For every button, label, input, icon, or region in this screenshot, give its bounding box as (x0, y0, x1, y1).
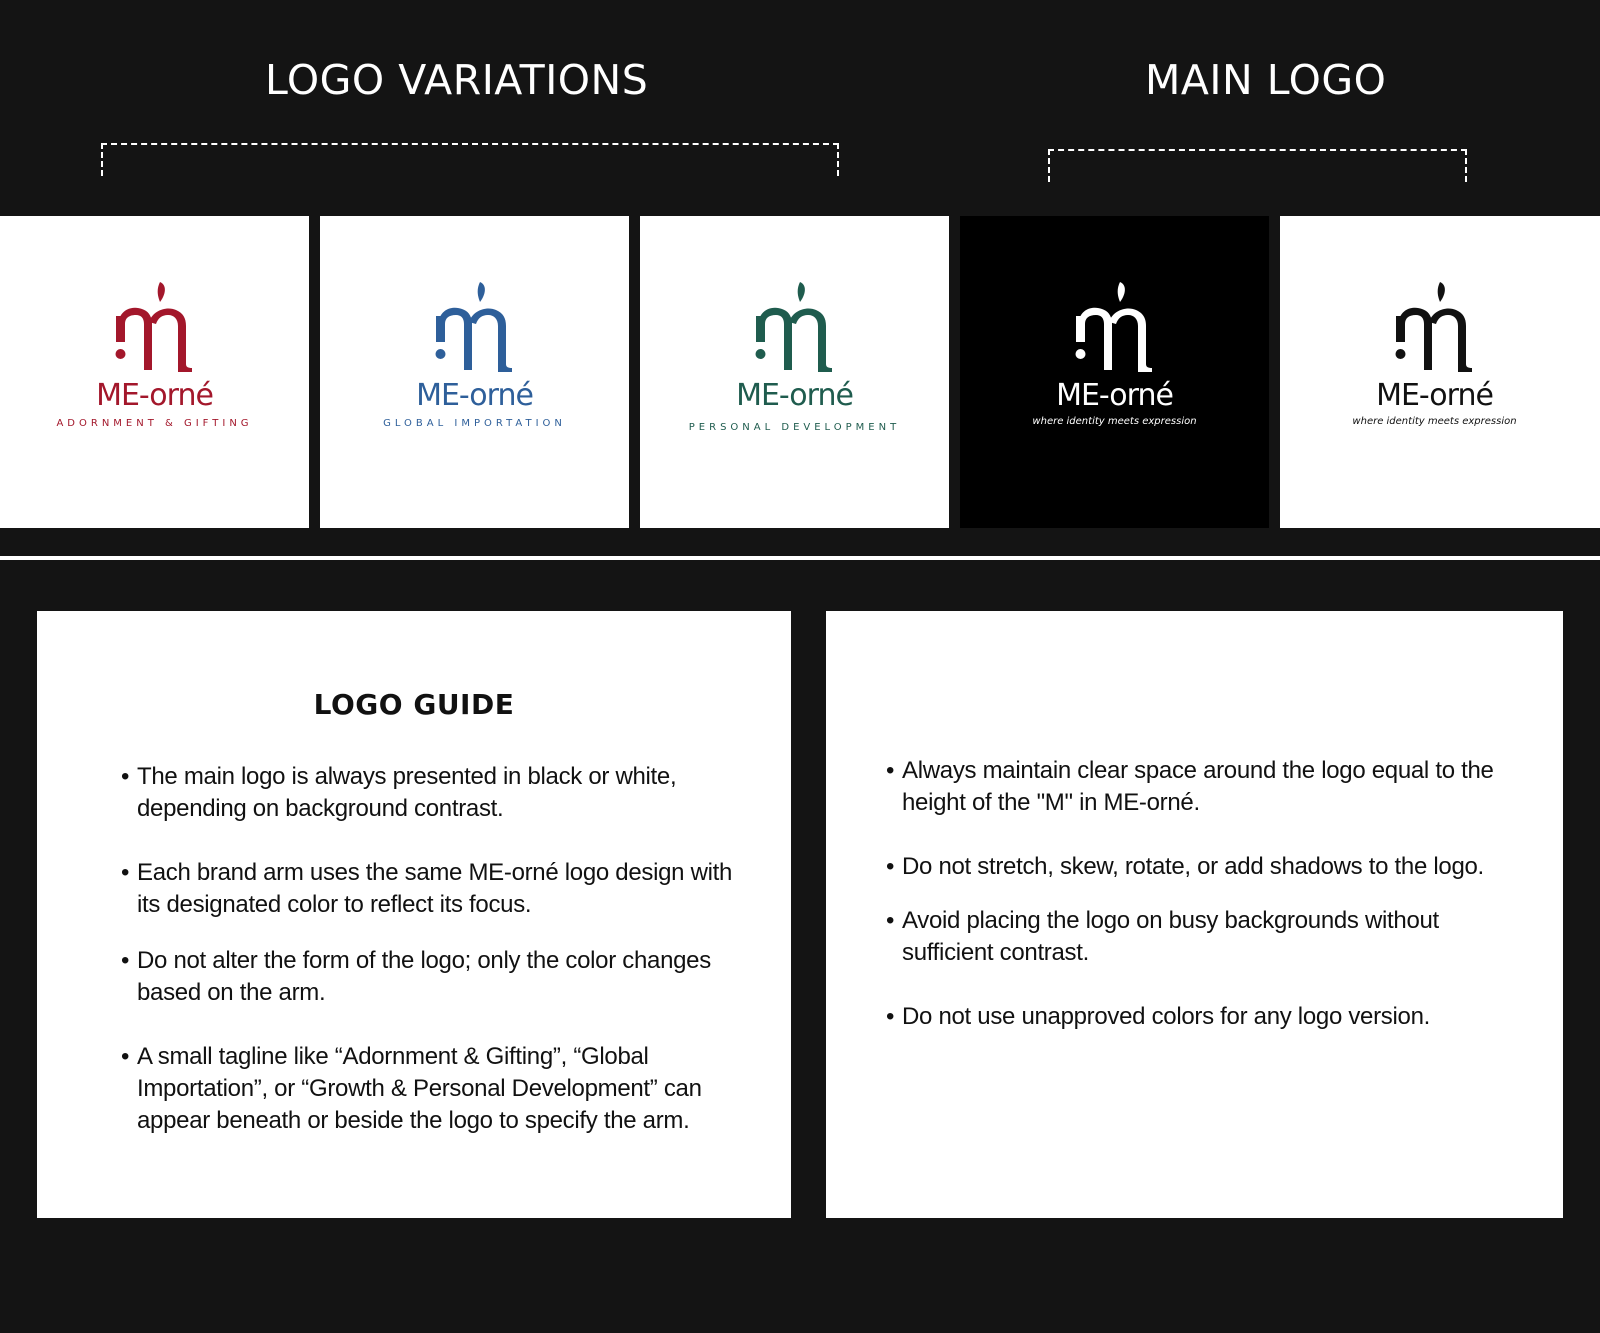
logo-tile-main-white (960, 216, 1269, 528)
logo-guide-list-left (121, 761, 741, 1137)
list-item: • Do not use unapproved colors for any logo version. (886, 1001, 1506, 1033)
logo-tagline: GLOBAL IMPORTATION (383, 418, 566, 429)
logo-guide-panel-right (826, 611, 1563, 1218)
logo-tagline: where identity meets expression (1032, 416, 1197, 427)
logo-wordmark: ME-orné (96, 378, 213, 413)
list-item: • Do not stretch, skew, rotate, or add shadows to the logo. (886, 851, 1506, 883)
list-item: • Do not alter the form of the logo; only the color changes based on the arm. (121, 945, 741, 1009)
logo-wordmark: ME-orné (1376, 378, 1493, 413)
me-orne-monogram-icon (112, 282, 198, 374)
list-item: • A small tagline like “Adornment & Gifting”, “Global Importation”, or “Growth & Personal Development” can appear beneath or beside the logo to specify the arm. (121, 1041, 741, 1137)
section-divider (0, 556, 1600, 560)
logo-tile-importation (320, 216, 629, 528)
logo-wordmark: ME-orné (416, 378, 533, 413)
logo-tile-main-black (1280, 216, 1600, 528)
logo-tagline: PERSONAL DEVELOPMENT (688, 422, 901, 433)
logo-wordmark: ME-orné (1056, 378, 1173, 413)
list-item: • The main logo is always presented in black or white, depending on background contrast. (121, 761, 741, 825)
logo-guide-panel-left (37, 611, 791, 1218)
list-item: • Always maintain clear space around the logo equal to the height of the "M" in ME-orné. (886, 755, 1506, 819)
main-logo-heading: MAIN LOGO (1145, 56, 1387, 104)
logo-tile-development (640, 216, 949, 528)
logo-tagline: ADORNMENT & GIFTING (56, 418, 253, 429)
me-orne-monogram-icon (1392, 282, 1478, 374)
logo-guide-list-right (886, 755, 1506, 1033)
me-orne-monogram-icon (752, 282, 838, 374)
logo-tagline: where identity meets expression (1352, 416, 1517, 427)
list-item: • Each brand arm uses the same ME-orné logo design with its designated color to reflect its focus. (121, 857, 741, 921)
me-orne-monogram-icon (432, 282, 518, 374)
list-item: • Avoid placing the logo on busy backgrounds without sufficient contrast. (886, 905, 1506, 969)
logo-tile-adornment (0, 216, 309, 528)
logo-wordmark: ME-orné (736, 378, 853, 413)
main-logo-bracket (1048, 149, 1467, 182)
me-orne-monogram-icon (1072, 282, 1158, 374)
logo-guide-title: LOGO GUIDE (313, 688, 515, 721)
logo-variations-heading: LOGO VARIATIONS (265, 56, 649, 104)
variations-bracket (101, 143, 839, 176)
